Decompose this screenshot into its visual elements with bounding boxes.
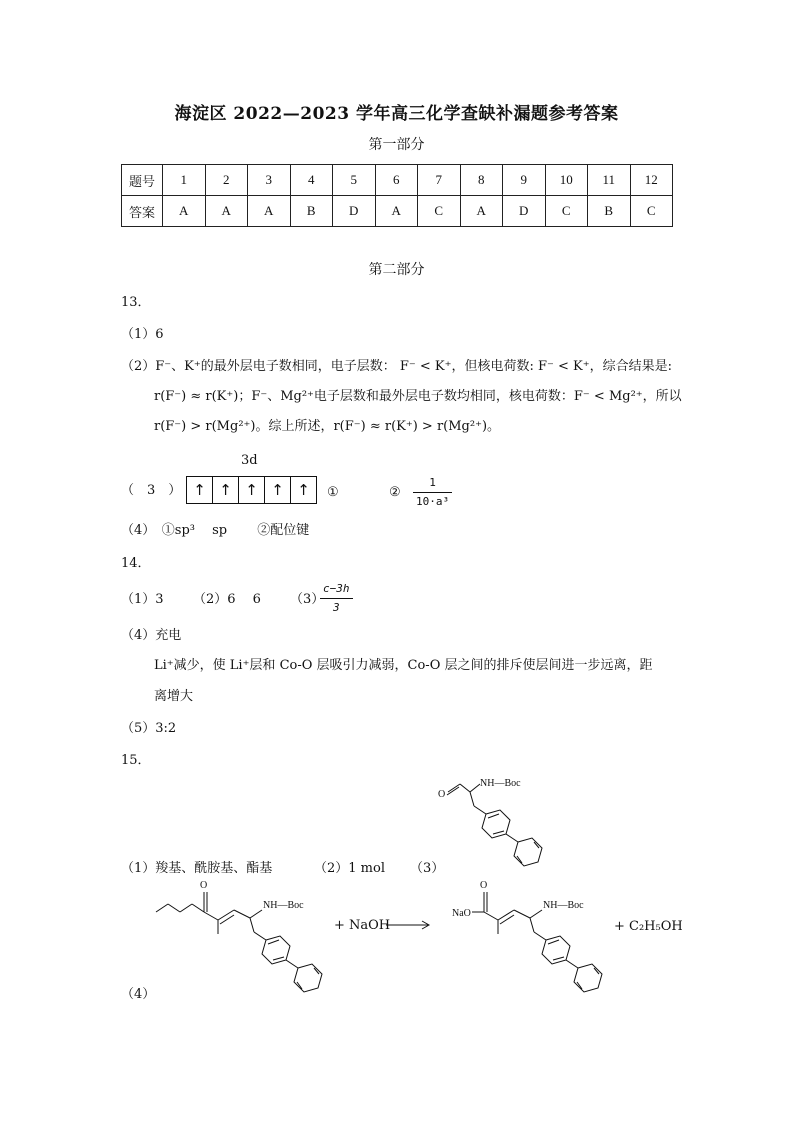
answer-cell: A: [205, 196, 248, 227]
q14-answer-3-label: （3）: [290, 592, 325, 607]
q13-answer-3-mark-2: ②: [389, 485, 401, 500]
orbital-box: ↑: [187, 477, 213, 503]
q14-answer-3-fraction: [320, 580, 353, 617]
fraction-denominator: 10·a³: [416, 495, 450, 508]
question-number-cell: 9: [503, 165, 546, 196]
answer-cell: A: [163, 196, 206, 227]
q15-answer-1: （1）羧基、酰胺基、酯基: [121, 861, 273, 876]
orbital-box: ↑: [265, 477, 291, 503]
page-title: 海淀区 2022—2023 学年高三化学查缺补漏题参考答案: [174, 104, 619, 124]
question-number-row: [122, 165, 673, 196]
question-number-cell: 12: [630, 165, 673, 196]
orbital-diagram-3d: [186, 476, 317, 504]
question-number-cell: 1: [163, 165, 206, 196]
question-number-cell: 8: [460, 165, 503, 196]
sodium-salt-structure: [450, 878, 640, 996]
q13-answer-3-label: （ 3 ）: [121, 483, 182, 498]
orbital-box: ↑: [297, 481, 310, 499]
reaction-reagent-naoh: + NaOH: [334, 918, 391, 933]
q15-answer-4: （4）: [121, 987, 156, 1002]
question-number-cell: 5: [333, 165, 376, 196]
reaction-product-ethanol: + C₂H₅OH: [614, 919, 683, 934]
answer-cell: C: [630, 196, 673, 227]
q13-answer-4: （4） ①sp³ sp ②配位键: [121, 523, 310, 538]
q13-answer-2-line-1: （2）F⁻、K⁺的最外层电子数相同，电子层数： F⁻ < K⁺，但核电荷数: F⁻ < K⁺，综合结果是:: [121, 359, 672, 374]
part-one-heading: 第一部分: [368, 137, 425, 153]
answer-cell: C: [545, 196, 588, 227]
q13-answer-2-line-2: r(F⁻) ≈ r(K⁺)；F⁻、Mg²⁺电子层数和最外层电子数均相同，核电荷数：F⁻ < Mg²⁺，所以: [154, 389, 682, 404]
question-number-cell: 6: [375, 165, 418, 196]
answer-cell: A: [375, 196, 418, 227]
q14-answer-1: （1）3: [121, 592, 164, 607]
ester-structure: [150, 878, 350, 996]
question-number-cell: 4: [290, 165, 333, 196]
group-label-nh-boc: NH—Boc: [480, 778, 521, 789]
question-number-cell: 7: [418, 165, 461, 196]
question-number-cell: 11: [588, 165, 631, 196]
q13-answer-3-mark-1: ①: [327, 485, 339, 500]
answer-cell: A: [248, 196, 291, 227]
answer-cell: B: [588, 196, 631, 227]
group-label-nh-boc: NH—Boc: [263, 900, 304, 911]
question-number-cell: 10: [545, 165, 588, 196]
atom-label-o: O: [200, 880, 208, 891]
q13-answer-3-fraction: [413, 474, 452, 511]
answer-cell: D: [333, 196, 376, 227]
answer-header: 答案: [122, 196, 163, 227]
orbital-label: 3d: [241, 453, 258, 468]
atom-label-nao: NaO: [452, 908, 471, 919]
fraction-numerator: c−3h: [320, 580, 353, 599]
q14-answer-2: （2）6 6: [193, 592, 261, 607]
question-number-header: 题号: [122, 165, 163, 196]
answer-cell: A: [460, 196, 503, 227]
q15-answer-3: （3）: [410, 861, 445, 876]
answer-cell: C: [418, 196, 461, 227]
answer-row: [122, 196, 673, 227]
atom-label-o: O: [480, 880, 488, 891]
orbital-box: ↑: [213, 477, 239, 503]
q14-answer-4-label: （4）充电: [121, 628, 182, 643]
atom-label-o: O: [438, 789, 446, 800]
group-label-nh-boc: NH—Boc: [543, 900, 584, 911]
fraction-numerator: 1: [413, 474, 452, 493]
orbital-box: ↑: [239, 477, 265, 503]
q15-number: 15．: [121, 753, 151, 768]
q13-answer-1: （1）6: [121, 327, 164, 342]
question-number-cell: 3: [248, 165, 291, 196]
question-number-cell: 2: [205, 165, 248, 196]
q14-number: 14．: [121, 556, 151, 571]
answer-table: [121, 164, 673, 227]
q14-answer-5: （5）3:2: [121, 721, 177, 736]
q14-answer-4-line-1: Li⁺减少，使 Li⁺层和 Co-O 层吸引力减弱，Co-O 层之间的排斥使层间进一步远离，距: [154, 658, 653, 673]
aldehyde-structure: [430, 770, 570, 875]
q13-number: 13．: [121, 295, 151, 310]
q13-answer-2-line-3: r(F⁻) > r(Mg²⁺)。综上所述，r(F⁻) ≈ r(K⁺) > r(Mg²⁺)。: [154, 419, 501, 434]
reaction-arrow-icon: [384, 918, 434, 932]
answer-cell: B: [290, 196, 333, 227]
part-two-heading: 第二部分: [368, 262, 425, 278]
answer-cell: D: [503, 196, 546, 227]
fraction-denominator: 3: [332, 601, 340, 614]
q15-answer-2: （2）1 mol: [314, 861, 385, 876]
q14-answer-4-line-2: 离增大: [154, 689, 194, 704]
